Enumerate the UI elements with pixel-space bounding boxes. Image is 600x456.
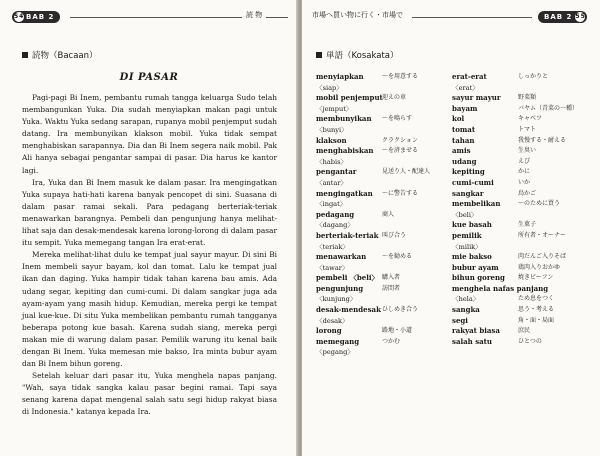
vocab-meaning: 野菜類 [518, 94, 537, 102]
vocab-entry [316, 210, 444, 221]
vocab-word: menghabiskan [316, 146, 374, 156]
vocab-word: pemilik [452, 230, 482, 240]
vocab-root: 〈hela〉 [452, 295, 480, 304]
vocab-meaning: バヤム（青菜の一種） [518, 104, 578, 112]
vocab-entry [452, 104, 592, 115]
vocab-root: 〈pegang〉 [316, 348, 354, 357]
vocab-root: 〈siap〉 [316, 83, 343, 92]
vocab-word: mobil penjemput [316, 93, 383, 103]
vocab-entry [452, 273, 592, 284]
vocab-meaning: 所有者・オーナー [518, 231, 567, 239]
vocab-entry [316, 316, 444, 327]
vocab-word: membunyikan [316, 114, 372, 124]
vocab-meaning: ～を鳴らす [382, 115, 413, 123]
vocab-word: sayur mayur [452, 93, 501, 103]
vocab-meaning: 角・面・局面 [518, 316, 555, 324]
vocab-word: segi [452, 315, 468, 325]
vocab-root: 〈dagang〉 [316, 221, 354, 230]
vocab-entry [316, 326, 444, 337]
vocab-entry [316, 125, 444, 136]
vocab-meaning: 訪問者 [382, 284, 401, 292]
vocab-meaning: 見送り人・配達人 [382, 168, 431, 176]
vocab-meaning: 思う・考える [518, 306, 555, 314]
vocab-word: sangka [452, 305, 480, 315]
vocab-meaning: 庶民 [518, 327, 531, 335]
vocab-entry [452, 93, 592, 104]
vocab-entry [452, 231, 592, 242]
vocab-word: menghela nafas panjang [452, 283, 549, 293]
vocab-entry [316, 305, 444, 316]
vocab-column-right [452, 72, 592, 347]
vocab-word: kepiting [452, 167, 485, 177]
square-bullet-icon [316, 52, 322, 58]
vocab-entry [452, 305, 592, 316]
vocab-word: memegang [316, 336, 360, 346]
left-section-heading-text: 読物（Bacaan） [32, 51, 98, 61]
vocab-word: mie bakso [452, 252, 492, 262]
story-paragraph: Setelah keluar dari pasar itu, Yuka menghela napas panjang. "Wah, saya tidak sangka kalau pasar begini ramai. Tapi saya senang karena dapat mengenal salah satu segi hidup rakyat biasa di Indonesia." katanya kepada Ira. [22, 371, 277, 417]
right-header-rule [412, 17, 532, 18]
vocab-meaning: 路地・小道 [382, 327, 413, 335]
vocab-meaning: えび [518, 157, 531, 165]
vocab-root: 〈bunyi〉 [316, 125, 348, 134]
vocab-entry [452, 167, 592, 178]
story-paragraph: Ira, Yuka dan Bi Inem masuk ke dalam pasar. Ira mengingatkan Yuka supaya hati-hati karena banyak pencopet di sini. Suasana di dalam pasar ramai sekali. Para pedagang berteriak-teriak menawarkan barangnya. Pembeli dan pengunjung hanya melihat-lihat saja dan desak-mendesak karena lorong-lorong di dalam pasar itu sempit. Yuka memegang tangan Ira erat-erat. [22, 177, 277, 248]
vocab-word: bubur ayam [452, 262, 499, 272]
vocab-meaning: 鶏肉入りおかゆ [518, 263, 561, 271]
vocab-entry [316, 136, 444, 147]
vocab-root: 〈desak〉 [316, 316, 349, 325]
vocab-word: salah satu [452, 336, 492, 346]
vocab-word: klakson [316, 135, 347, 145]
vocab-word: membelikan [452, 199, 501, 209]
vocab-meaning: クラクション [382, 136, 418, 144]
vocab-entry [452, 242, 592, 253]
vocab-root: 〈tawar〉 [316, 263, 349, 272]
vocab-entry [316, 347, 444, 358]
vocab-entry [316, 114, 444, 125]
vocab-meaning: トマト [518, 125, 537, 133]
vocab-word: mengingatkan [316, 188, 373, 198]
vocab-entry [452, 114, 592, 125]
vocab-entry [452, 199, 592, 210]
vocab-entry [316, 252, 444, 263]
vocab-meaning: 生臭い [518, 147, 537, 155]
vocab-word: kue basah [452, 220, 492, 230]
vocab-word: pembeli 〈beli〉 [316, 273, 379, 283]
story-title: DI PASAR [119, 72, 179, 83]
vocab-entry [316, 146, 444, 157]
vocab-entry [316, 273, 444, 284]
vocab-entry [316, 231, 444, 242]
story-paragraph: Pagi-pagi Bi Inem, pembantu rumah tangga keluarga Sudo telah membangunkan Yuka. Dia sudah menyiapkan makan pagi untuk Yuka. Waktu Yuka sedang sarapan, rupanya mobil penjemput sudah datang. Ira membunyikan klakson mobil. Yuka tidak sempat menghabiskan sarapannya. Dia dan Bi Inem segera naik mobil. Pak Ali hanya sebagai pengantar sampai di pasar. Dia harus ke kantor lagi. [22, 93, 277, 175]
right-page [302, 0, 600, 456]
vocab-root: 〈beli〉 [452, 210, 478, 219]
vocab-word: pedagang [316, 209, 355, 219]
vocab-root: 〈teriak〉 [316, 242, 349, 251]
vocab-word: kol [452, 114, 465, 124]
right-section-heading [316, 49, 399, 61]
vocab-word: menyiapkan [316, 72, 364, 81]
vocab-word: amis [452, 146, 471, 156]
vocab-meaning: ～を済ませる [382, 147, 419, 155]
vocab-entry [452, 72, 592, 83]
vocab-root: 〈milik〉 [452, 242, 482, 251]
vocab-root: 〈kunjung〉 [316, 295, 357, 304]
story-body [22, 92, 277, 419]
vocab-word: rakyat biasa [452, 326, 500, 336]
vocab-entry [452, 220, 592, 231]
vocab-root: 〈habis〉 [316, 157, 348, 166]
vocab-entry [452, 337, 592, 348]
right-chapter-label: BAB 2 [544, 13, 573, 21]
vocab-root: 〈antar〉 [316, 178, 348, 187]
vocab-meaning: ～を用意する [382, 73, 419, 80]
vocab-entry [452, 125, 592, 136]
vocab-meaning: ひしめき合う [382, 306, 419, 314]
vocab-meaning: ～に警告する [382, 189, 419, 197]
vocab-meaning: 鳥かご [518, 189, 537, 197]
left-chapter-label: BAB 2 [26, 13, 55, 21]
vocab-word: cumi-cumi [452, 177, 494, 187]
vocab-meaning: 我慢する・耐える [518, 136, 567, 144]
vocab-meaning: ため息をつく [518, 295, 555, 303]
vocab-word: bayam [452, 103, 478, 113]
left-running-title: 読 物 [242, 8, 266, 22]
vocab-word: lorong [316, 326, 342, 336]
vocab-meaning: つかむ [382, 337, 401, 345]
vocab-entry [316, 284, 444, 295]
vocab-entry [316, 167, 444, 178]
left-page [0, 0, 298, 456]
vocab-entry [452, 157, 592, 168]
vocab-entry [452, 189, 592, 200]
vocab-meaning: 叫び合う [382, 231, 407, 239]
vocab-root: 〈jemput〉 [316, 104, 353, 113]
vocab-meaning: いか [518, 178, 531, 186]
vocab-entry [316, 93, 444, 104]
left-page-number: 54 [14, 13, 25, 20]
vocab-meaning: 肉だんご入りそば [518, 253, 567, 261]
vocab-entry [452, 136, 592, 147]
vocab-meaning: ひとつの [518, 337, 542, 345]
vocab-word: menawarkan [316, 252, 367, 262]
vocab-entry [452, 83, 592, 94]
vocab-word: desak-mendesak [316, 305, 381, 315]
vocab-word: pengantar [316, 167, 357, 177]
vocab-word: pengunjung [316, 283, 364, 293]
vocab-word: sangkar [452, 188, 484, 198]
vocab-entry [452, 252, 592, 263]
left-section-heading [22, 49, 98, 61]
vocab-entry [316, 178, 444, 189]
vocab-meaning: かに [518, 168, 531, 176]
vocab-word: tomat [452, 124, 476, 134]
vocab-entry [452, 294, 592, 305]
vocab-root: 〈ingat〉 [316, 200, 347, 209]
vocab-entry [452, 263, 592, 274]
vocab-entry [316, 157, 444, 168]
left-running-head [12, 11, 288, 25]
vocab-entry [316, 83, 444, 94]
vocab-entry [452, 178, 592, 189]
vocab-entry [316, 294, 444, 305]
vocab-meaning: 購入者 [382, 274, 401, 282]
square-bullet-icon [22, 52, 28, 58]
vocab-root: 〈erat〉 [452, 83, 479, 92]
story-paragraph: Mereka melihat-lihat dulu ke tempat jual sayur mayur. Di sini Bi Inem membeli sayur bayam, kol dan tomat. Lalu ke tempat jual ikan dan daging. Yuka hampir tidak tahan karena bau amis. Ada udang segar, kepiting dan cumi-cumi. Di dalam sangkar juga ada ayam-ayam yang masih hidup. Kemudian, mereka pergi ke tempat jual kue-kue. Di situ Yuka membelikan pembantu rumah tangganya beberapa potong kue basah. Karena sudah siang, mereka pergi makan mie di warung dalam pasar. Pemilik warung itu kenal baik dengan Bi Inem. Yuka memesan mie bakso, Ira minta bubur ayam dan Bi Inem bihun goreng. [22, 250, 277, 369]
right-chapter-badge [538, 11, 587, 23]
vocab-meaning: 迎えの車 [382, 94, 407, 102]
vocab-meaning: ～のために買う [518, 200, 561, 208]
vocab-meaning: 生菓子 [518, 221, 537, 229]
right-page-number: 55 [575, 13, 586, 20]
vocab-entry [316, 337, 444, 348]
vocab-entry [316, 72, 444, 83]
right-running-head [312, 11, 590, 25]
vocab-meaning: 焼きビーフン [518, 274, 554, 282]
vocab-entry [316, 199, 444, 210]
vocab-column-left [316, 72, 444, 358]
vocab-word: bihun goreng [452, 273, 505, 283]
vocab-meaning: キャベツ [518, 115, 543, 123]
vocab-meaning: ～を勧める [382, 253, 413, 261]
vocab-entry [452, 326, 592, 337]
vocab-word: erat-erat [452, 72, 487, 81]
vocab-entry [452, 210, 592, 221]
vocab-entry [316, 263, 444, 274]
vocab-entry [452, 316, 592, 327]
left-chapter-badge [12, 11, 60, 23]
right-section-heading-text: 単語（Kosakata） [326, 51, 399, 61]
vocab-entry [316, 104, 444, 115]
right-running-title: 市場へ買い物に行く・市場で [312, 11, 403, 19]
vocab-entry [452, 284, 592, 295]
vocab-entry [316, 242, 444, 253]
vocab-meaning: しっかりと [518, 73, 549, 80]
vocab-entry [452, 146, 592, 157]
vocab-meaning: 商人 [382, 210, 395, 218]
vocab-word: berteriak-teriak [316, 230, 379, 240]
vocab-word: udang [452, 156, 477, 166]
vocab-entry [316, 189, 444, 200]
vocab-word: tahan [452, 135, 475, 145]
vocab-entry [316, 220, 444, 231]
